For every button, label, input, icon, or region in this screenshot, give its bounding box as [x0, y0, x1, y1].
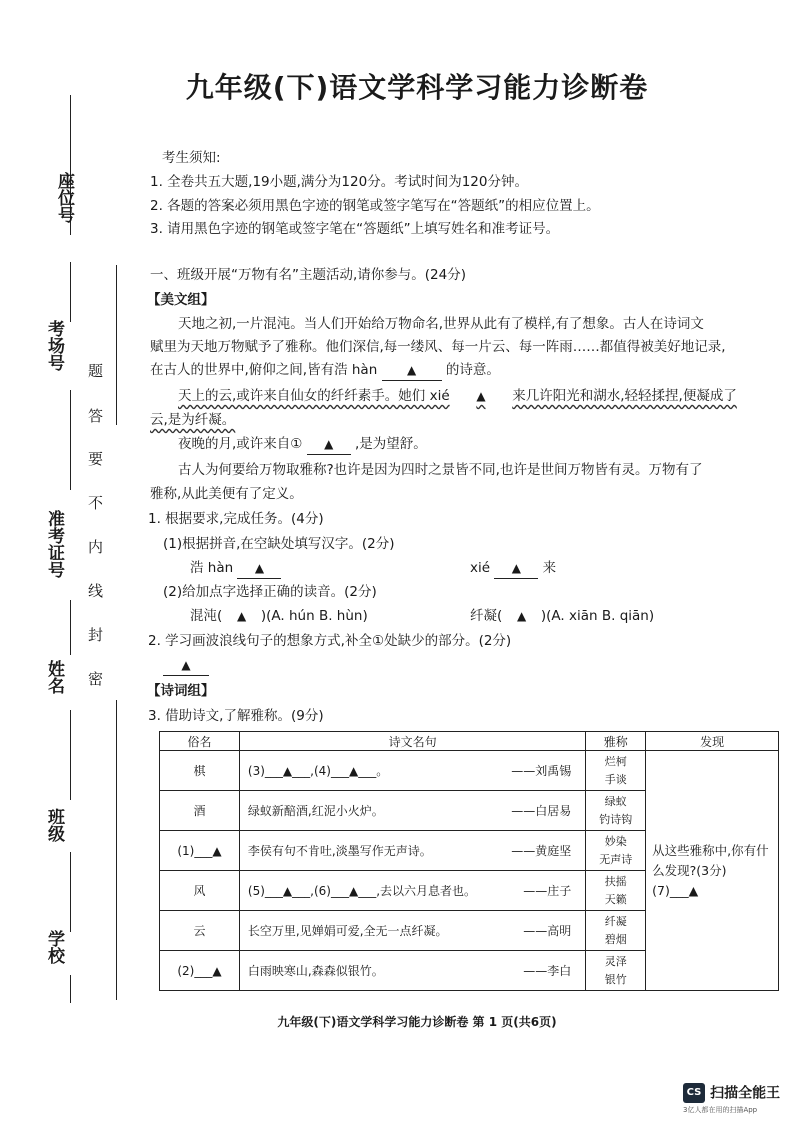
name-cell: 云	[160, 911, 240, 951]
wavy-text: 天上的云,或许来自仙女的纤纤素手。她们 xié	[178, 388, 450, 404]
answer-blank[interactable]: ▲	[516, 609, 527, 623]
paragraph-line: 雅称,从此美便有了定义。	[150, 486, 303, 502]
blank-marker: ▲	[254, 561, 265, 575]
section-heading: 一、班级开展“万物有名”主题活动,请你参与。(24分)	[150, 267, 466, 283]
label-ticket-number: 准考证号	[44, 510, 64, 578]
alias: 碧烟	[604, 932, 627, 946]
blank-marker: ▲	[511, 561, 521, 575]
alias-cell	[586, 751, 646, 791]
answer-blank[interactable]: ▲	[236, 609, 247, 623]
answer-blank[interactable]	[494, 558, 538, 579]
label-school: 学校	[44, 930, 64, 964]
discovery-cell[interactable]	[646, 751, 779, 991]
seal-char: 封	[88, 626, 104, 644]
page-footer: 九年级(下)语文学科学习能力诊断卷 第 1 页(共6页)	[277, 1015, 557, 1029]
author: ——李白	[523, 964, 572, 978]
notice-item: 2. 各题的答案必须用黑色字迹的钢笔或签字笔写在“答题纸”的相应位置上。	[150, 198, 600, 214]
name-cell: 酒	[160, 791, 240, 831]
wavy-text: 来几许阳光和湖水,轻轻揉捏,便凝成了	[512, 388, 737, 404]
margin-line	[70, 600, 71, 655]
text: ,是为望舒。	[355, 436, 427, 452]
name-cell: 棋	[160, 751, 240, 791]
alias: 天籁	[604, 892, 627, 906]
alias-cell	[586, 871, 646, 911]
name-cell: 风	[160, 871, 240, 911]
verse-text: 长空万里,见婵娟可爱,全无一点纤凝。	[247, 924, 448, 938]
label-class: 班级	[44, 808, 64, 842]
paragraph-line	[178, 386, 737, 406]
label-seat-number: 座位号	[54, 172, 74, 223]
blank-marker: ▲	[406, 363, 417, 377]
seal-char: 密	[88, 670, 104, 688]
notice-item: 3. 请用黑色字迹的钢笔或签字笔在“答题纸”上填写姓名和准考证号。	[150, 221, 560, 237]
seal-char: 答	[88, 407, 104, 425]
seal-line	[116, 700, 117, 1000]
text: 来	[542, 560, 557, 576]
margin-line	[70, 975, 71, 1003]
margin-line	[70, 390, 71, 490]
verse-cell	[239, 911, 585, 951]
text: 浩 hàn	[190, 560, 234, 576]
alias: 纤凝	[604, 914, 627, 928]
name-cell[interactable]: (1)___▲	[160, 831, 240, 871]
blank-marker: ▲	[181, 658, 191, 672]
q1-2-item-a	[190, 606, 368, 626]
paragraph-line: 古人为何要给万物取雅称?也许是因为四时之景皆不同,也许是世间万物皆有灵。万物有了	[178, 462, 703, 478]
paragraph-line	[150, 410, 235, 430]
watermark-sub: 3亿人都在用的扫描App	[683, 1105, 758, 1114]
verse-cell[interactable]	[239, 751, 585, 791]
text: 纤凝(	[470, 608, 503, 624]
seal-char: 不	[88, 494, 104, 512]
group-heading: 【诗词组】	[147, 683, 215, 699]
table-header-row	[160, 732, 779, 751]
author: ——高明	[523, 924, 572, 938]
watermark-name: 扫描全能王	[710, 1085, 781, 1102]
verse-text: (5)___▲___,(6)___▲___,去以六月息者也。	[247, 884, 477, 898]
answer-blank[interactable]	[163, 655, 209, 676]
author: ——白居易	[511, 804, 572, 818]
verse-cell	[239, 951, 585, 991]
paragraph-line	[150, 360, 500, 381]
poem-table	[159, 731, 779, 991]
alias: 钓诗钩	[599, 812, 633, 826]
alias: 银竹	[604, 972, 627, 986]
alias-cell	[586, 951, 646, 991]
header-cell: 俗名	[160, 732, 240, 751]
question-1-1: (1)根据拼音,在空缺处填写汉字。(2分)	[163, 536, 395, 552]
paragraph-line: 天地之初,一片混沌。当人们开始给万物命名,世界从此有了模样,有了想象。古人在诗词文	[178, 316, 704, 332]
alias: 绿蚁	[604, 794, 627, 808]
header-cell: 发现	[646, 732, 779, 751]
seal-char: 线	[88, 582, 104, 600]
answer-blank[interactable]	[382, 360, 442, 381]
answer-blank[interactable]	[237, 558, 281, 579]
q1-1-item-b	[470, 558, 556, 579]
text: 混沌(	[190, 608, 223, 624]
alias: 扶摇	[604, 874, 627, 888]
label-name: 姓名	[44, 660, 64, 694]
alias: 无声诗	[599, 852, 633, 866]
author: ——黄庭坚	[511, 844, 572, 858]
question-1-2: (2)给加点字选择正确的读音。(2分)	[163, 584, 377, 600]
blank-marker: ▲	[476, 389, 486, 403]
alias-cell	[586, 831, 646, 871]
page-title: 九年级(下)语文学科学习能力诊断卷	[185, 71, 649, 104]
text: xié	[470, 560, 491, 576]
alias: 妙染	[604, 834, 627, 848]
paragraph-line: 赋里为天地万物赋予了雅称。他们深信,每一缕风、每一片云、每一阵雨……都值得被美好地记录,	[150, 339, 726, 355]
options: )(A. xiān B. qiān)	[540, 608, 655, 624]
verse-cell	[239, 791, 585, 831]
alias: 烂柯	[604, 754, 627, 768]
wavy-text: 云,是为纤凝。	[150, 412, 236, 428]
table-row	[160, 751, 779, 791]
seal-char: 内	[88, 538, 104, 556]
text: 的诗意。	[445, 362, 500, 378]
text: 在古人的世界中,俯仰之间,皆有浩 hàn	[150, 362, 378, 378]
verse-text: 白雨映寒山,森森似银竹。	[247, 964, 384, 978]
scanner-watermark	[683, 1082, 780, 1115]
verse-text: 李侯有句不肯吐,淡墨写作无声诗。	[247, 844, 432, 858]
name-cell[interactable]: (2)___▲	[160, 951, 240, 991]
discovery-prompt: 从这些雅称中,你有什么发现?(3分)	[652, 842, 769, 878]
header-cell: 雅称	[586, 732, 646, 751]
alias: 灵泽	[604, 954, 627, 968]
notice-item: 1. 全卷共五大题,19小题,满分为120分。考试时间为120分钟。	[150, 174, 528, 190]
answer-blank[interactable]: (7)___▲	[652, 882, 699, 898]
margin-line	[70, 710, 71, 800]
notice-heading: 考生须知:	[162, 150, 221, 166]
label-exam-room: 考场号	[44, 320, 64, 371]
options: )(A. hún B. hùn)	[260, 608, 368, 624]
question-2: 2. 学习画波浪线句子的想象方式,补全①处缺少的部分。(2分)	[148, 633, 512, 649]
verse-cell	[239, 831, 585, 871]
author: ——刘禹锡	[511, 764, 572, 778]
seal-char: 题	[88, 362, 104, 380]
text: 夜晚的月,或许来自①	[178, 436, 303, 452]
seal-char: 要	[88, 450, 104, 468]
verse-text: 绿蚁新醅酒,红泥小火炉。	[247, 804, 384, 818]
q2-answer	[163, 655, 209, 676]
q1-2-item-b	[470, 606, 654, 626]
question-3: 3. 借助诗文,了解雅称。(9分)	[148, 708, 324, 724]
answer-blank[interactable]	[307, 434, 351, 455]
seal-line	[116, 265, 117, 425]
paragraph-line	[178, 434, 427, 455]
group-heading: 【美文组】	[147, 292, 215, 308]
header-cell: 诗文名句	[239, 732, 585, 751]
alias: 手谈	[604, 772, 627, 786]
author: ——庄子	[523, 884, 572, 898]
verse-text: (3)___▲___,(4)___▲___。	[247, 764, 389, 778]
q1-1-item-a	[190, 558, 281, 579]
margin-line	[70, 852, 71, 932]
question-1: 1. 根据要求,完成任务。(4分)	[148, 511, 324, 527]
verse-cell[interactable]	[239, 871, 585, 911]
answer-blank[interactable]	[454, 386, 508, 406]
blank-marker: ▲	[324, 437, 334, 451]
alias-cell	[586, 791, 646, 831]
alias-cell	[586, 911, 646, 951]
cs-logo-icon: CS	[683, 1083, 705, 1103]
margin-line	[70, 262, 71, 322]
